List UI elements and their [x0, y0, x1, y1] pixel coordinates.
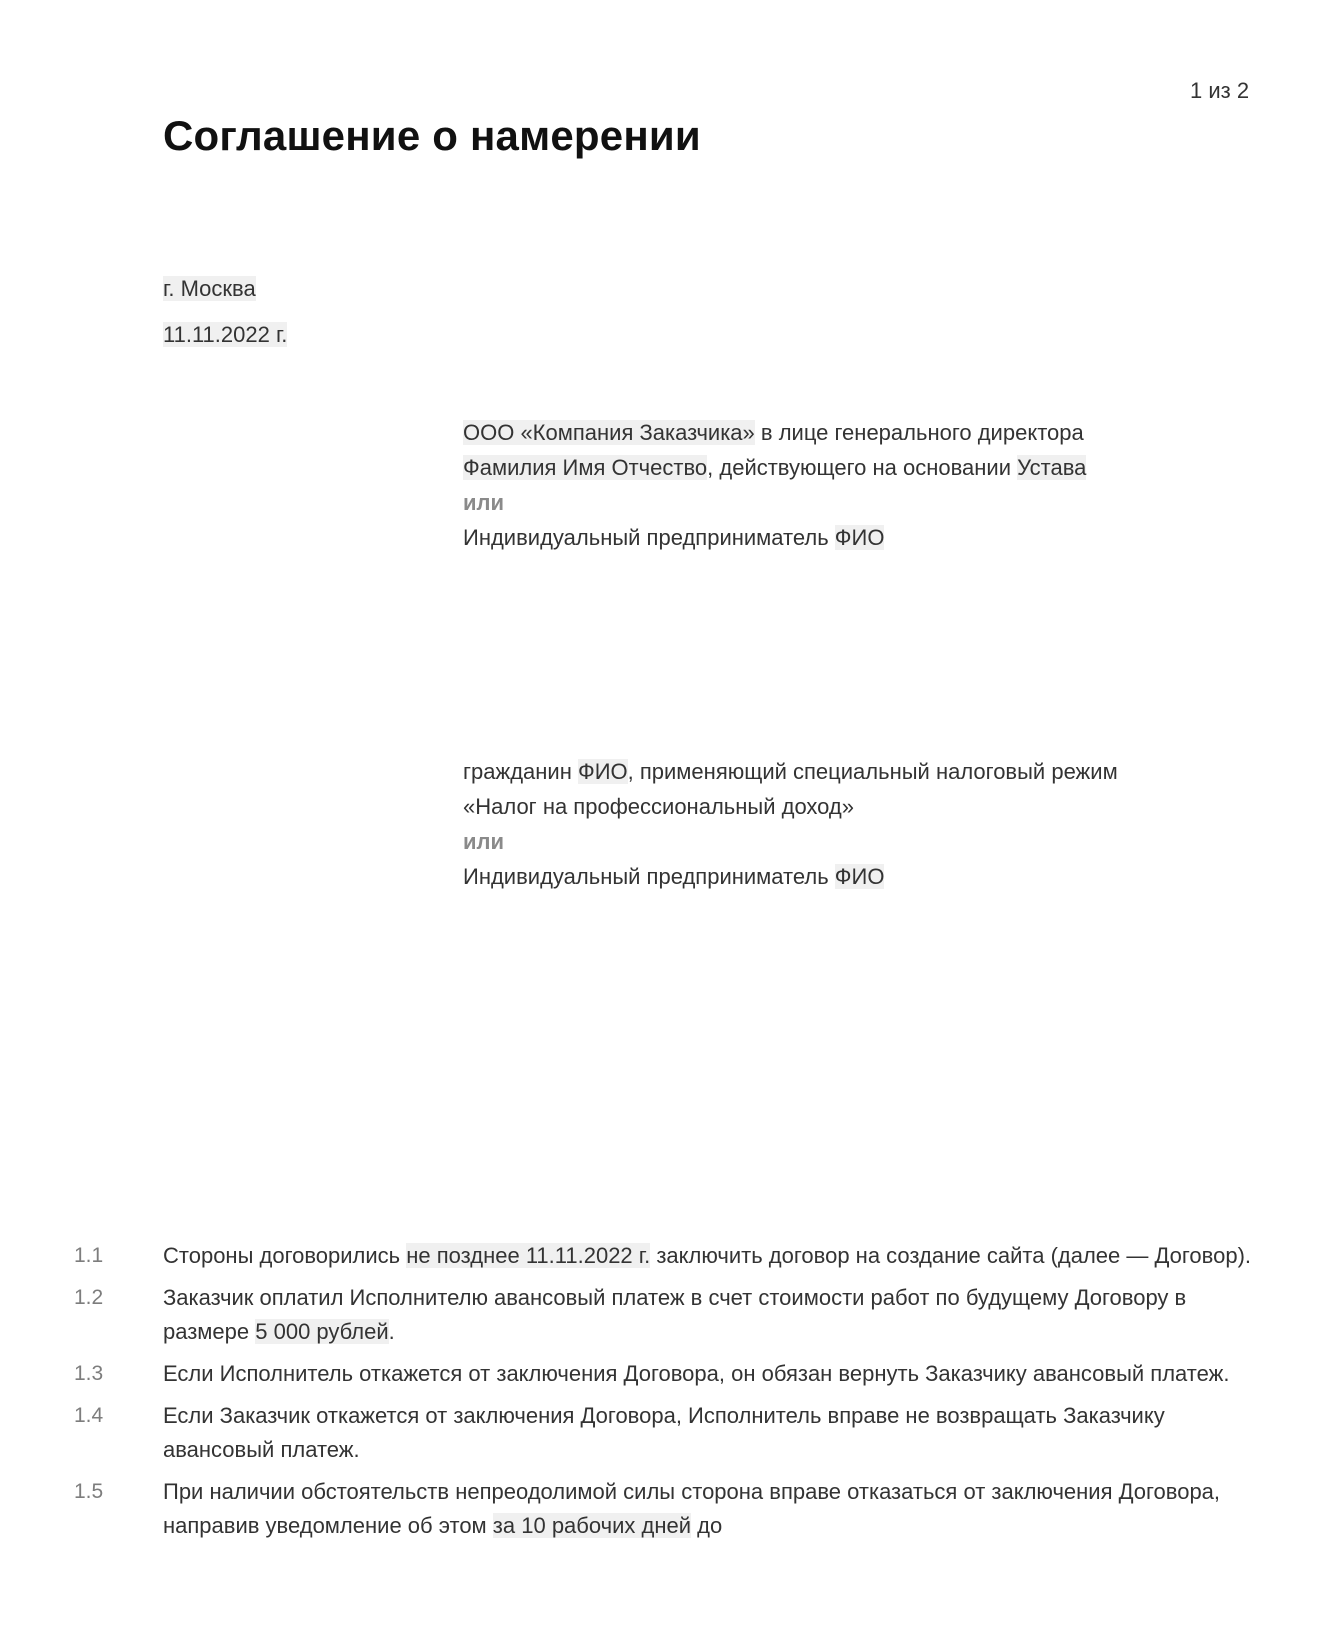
clause-number: 1.1: [74, 1244, 104, 1267]
in-person-of: в лице генерального директора: [754, 420, 1084, 445]
company-name: ООО «Компания Заказчика»: [463, 420, 755, 445]
citizen-name: ФИО: [577, 759, 628, 784]
clause-1-3: [74, 1357, 1254, 1391]
clause-text-part: Заказчик оплатил Исполнителю авансовый платеж в счет стоимости работ по будущему Договору в размере: [163, 1285, 1187, 1344]
party-customer-line-2: [463, 450, 1223, 485]
regime-text: , применяющий специальный налоговый режим: [627, 759, 1118, 784]
regime-name: «Налог на профессиональный доход»: [463, 794, 855, 819]
clause-number: 1.4: [74, 1404, 104, 1427]
page-counter: 1 из 2: [1190, 78, 1250, 103]
clause-1-1: [74, 1239, 1254, 1273]
clause-text-part: заключить договор на создание сайта (далее — Договор).: [650, 1243, 1252, 1268]
clause-text: [163, 1281, 1254, 1349]
ip-label: Индивидуальный предприниматель: [463, 525, 835, 550]
clause-text: Если Заказчик откажется от заключения Договора, Исполнитель вправе не возвращать Заказчику авансовый платеж.: [163, 1403, 1165, 1462]
clause-text-part: до: [691, 1513, 723, 1538]
clause-text-part: Стороны договорились: [163, 1243, 407, 1268]
clause-text: [163, 1475, 1254, 1543]
or-separator: или: [463, 829, 505, 854]
clause-number: 1.2: [74, 1286, 104, 1309]
clause-number: 1.3: [74, 1362, 104, 1385]
ip-name: ФИО: [834, 864, 885, 889]
clause-text: Если Исполнитель откажется от заключения Договора, он обязан вернуть Заказчику авансовый платеж.: [163, 1361, 1230, 1386]
or-separator: или: [463, 490, 505, 515]
party-customer-line-1: [463, 415, 1223, 450]
ip-label: Индивидуальный предприниматель: [463, 864, 835, 889]
clause-1-4: [74, 1399, 1254, 1467]
clause-deadline: не позднее 11.11.2022 г.: [406, 1243, 651, 1268]
director-name: Фамилия Имя Отчество: [463, 455, 708, 480]
clause-text-part: При наличии обстоятельств непреодолимой силы сторона вправе отказаться от заключения Договора, направив уведомление об этом: [163, 1479, 1221, 1538]
clause-text: [163, 1239, 1254, 1273]
document-title: Соглашение о намерении: [163, 112, 701, 159]
basis-document: Устава: [1017, 455, 1087, 480]
clause-text-part: .: [388, 1319, 395, 1344]
party-customer-ip: [463, 520, 1223, 555]
party-contractor: [463, 754, 1223, 894]
date: [163, 322, 287, 348]
clause-number: 1.5: [74, 1480, 104, 1503]
city: [163, 276, 256, 302]
party-contractor-ip: [463, 859, 1223, 894]
clause-1-2: [74, 1281, 1254, 1349]
ip-name: ФИО: [834, 525, 885, 550]
city-value: г. Москва: [163, 276, 256, 301]
clause-notice-period: за 10 рабочих дней: [492, 1513, 692, 1538]
clause-1-5: [74, 1475, 1254, 1543]
citizen-label: гражданин: [463, 759, 578, 784]
clauses-list: [74, 1239, 1254, 1551]
clause-amount: 5 000 рублей: [255, 1319, 389, 1344]
party-customer: [463, 415, 1223, 555]
acting-on: , действующего на основании: [707, 455, 1018, 480]
party-contractor-line-1: [463, 754, 1223, 789]
date-value: 11.11.2022 г.: [163, 322, 288, 347]
